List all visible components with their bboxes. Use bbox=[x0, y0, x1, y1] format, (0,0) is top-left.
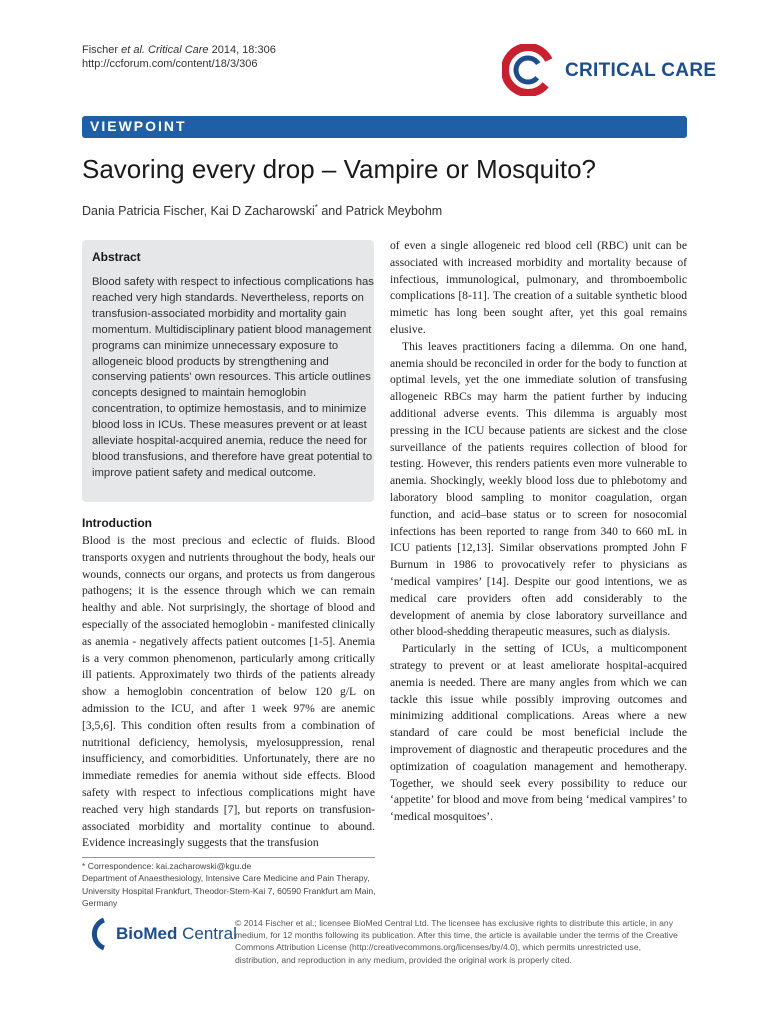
body-paragraph-3: Particularly in the setting of ICUs, a multicomponent strategy to prevent or at least ameliorate hospital-acquired anemia is needed. There are many angles from which we can tackle this issue while possibly improving outcomes and minimizing additional complications. Areas where a new standard of care could be most beneficial include the improvement of diagnostic and therapeutic procedures and the optimization of coagulation management and hemotherapy. Together, we should seek every possibility to reduce our ‘appetite’ for blood and move from being ‘medical vampires’ to ‘medical mosquitoes’. bbox=[390, 642, 687, 824]
body-column-right bbox=[390, 238, 687, 826]
logo-inner-ring bbox=[511, 53, 545, 87]
citation-etal: et al. bbox=[118, 44, 145, 56]
introduction-text bbox=[82, 533, 375, 852]
publisher-name-bold: BioMed bbox=[116, 924, 178, 943]
author-list bbox=[82, 203, 442, 218]
logo-outer-ring bbox=[502, 44, 560, 96]
citation-authors: Fischer bbox=[82, 44, 119, 56]
license-text: © 2014 Fischer et al.; licensee BioMed Central Ltd. The licensee has exclusive rights to distribute this article, in any medium, for 12 months following its publication. After this time, the article is available under the terms of the Creative Commons Attribution License (http://creativecommons.org/licenses/by/4.0), which permits unrestricted use, distribution, and reproduction in any medium, provided the original work is properly cited. bbox=[235, 918, 678, 965]
corresponding-mark: * bbox=[314, 203, 318, 212]
article-type-label: VIEWPOINT bbox=[90, 118, 187, 134]
bmc-bracket-icon bbox=[94, 920, 104, 948]
authors-tail: and Patrick Meybohm bbox=[317, 204, 443, 219]
body-paragraph-1: of even a single allogeneic red blood cell (RBC) unit can be associated with increased morbidity and mortality because of infectious, immunological, pulmonary, and thromboembolic complications [8-11]. The creation of a suitable synthetic blood mimetic has long been sought after, yet this goal remains elusive. bbox=[390, 239, 687, 336]
article-title: Savoring every drop – Vampire or Mosquito? bbox=[82, 154, 596, 184]
correspondence-email[interactable]: * Correspondence: kai.zacharowski@kgu.de bbox=[82, 861, 252, 871]
affiliation: Department of Anaesthesiology, Intensive Care Medicine and Pain Therapy, University Hospital Frankfurt, Theodor-Stern-Kai 7, 60590 Frankfurt am Main, Germany bbox=[82, 873, 376, 908]
logo-text: CRITICAL CARE bbox=[565, 60, 717, 81]
footnote bbox=[82, 860, 382, 909]
publisher-name-rest: Central bbox=[177, 924, 237, 943]
publisher-name bbox=[116, 924, 237, 944]
citation-journal: Critical Care bbox=[144, 44, 209, 56]
abstract-text: Blood safety with respect to infectious complications has reached very high standards. Nevertheless, reports on transfusion-associated morbidity and mortality gain momentum. Multidisciplinary patient blood management programs can minimize unnecessary exposure to allogeneic blood products by strengthening and conserving patients' own resources. This article outlines concepts designed to maintain hemoglobin concentration, to optimize hemostasis, and to minimize blood loss in ICUs. These measures prevent or at least alleviate hospital-acquired anemia, reduce the need for blood transfusions, and therefore have great potential to improve patient safety and medical outcome. bbox=[92, 276, 374, 479]
introduction-paragraph: Blood is the most precious and eclectic of fluids. Blood transports oxygen and nutrients throughout the body, heals our wounds, connects our organs, and protects us from dangerous pathogens; it is the essence through which we can remain healthy and able. Not surprisingly, the shortage of blood and especially of the associated hemoglobin - manifested clinically as anemia - negatively affects patient outcomes [1-5]. Anemia is a very common phenomenon, particularly among critically ill patients. Approximately two thirds of the patients already show a hemoglobin concentration of below 120 g/L on admission to the ICU, and after 1 week 97% are anemic [3,5,6]. This condition often results from a combination of nutritional deficiency, hemolysis, myelosuppression, renal insufficiency, and comorbidities. Unfortunately, there are no immediate remedies for anemia without side effects. Blood safety with respect to infectious complications might have reached very high standards [7], but reports on transfusion-associated morbidity and mortality continue to abound. Evidence increasingly suggests that the transfusion bbox=[82, 534, 375, 850]
citation-year-volume: 2014, 18:306 bbox=[208, 44, 276, 56]
footnote-divider bbox=[82, 857, 375, 858]
introduction-heading: Introduction bbox=[82, 516, 152, 530]
citation-line bbox=[82, 43, 276, 57]
abstract-heading: Abstract bbox=[92, 250, 141, 264]
body-paragraph-2: This leaves practitioners facing a dilemma. On one hand, anemia should be reconciled in order for the body to function at optimal levels, yet the one immediate solution of transfusing allogeneic RBCs may harm the patient further by inducing additional adverse events. This dilemma is arguably most pressing in the ICU because patients are sickest and the close surveillance of the patients requires collection of blood for testing. However, this renders patients even more vulnerable to anemia. Shockingly, weekly blood loss due to phlebotomy and laboratory blood sampling to monitor coagulation, organ function, and acid–base status or to screen for nosocomial infections has been reported to range from 340 to 660 mL in ICU patients [12,13]. Similar observations prompted John F Burnum in 1986 to provocatively refer to physicians as ‘medical vampires’ [14]. Despite our good intentions, we as medical care providers often add considerably to the development of anemia by close laboratory surveillance and other blood-shedding therapeutic measures, such as dialysis. bbox=[390, 339, 687, 639]
authors-main: Dania Patricia Fischer, Kai D Zacharowski bbox=[82, 204, 315, 219]
article-url[interactable]: http://ccforum.com/content/18/3/306 bbox=[82, 58, 258, 70]
citation-block bbox=[82, 43, 276, 71]
